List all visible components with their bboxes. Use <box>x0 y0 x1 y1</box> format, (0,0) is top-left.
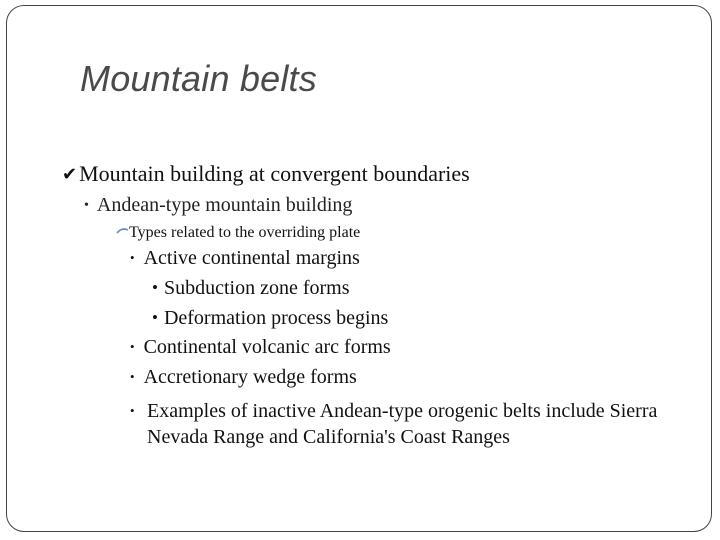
checkmark-bullet-icon: ✔ <box>62 164 78 185</box>
bullet-level3: Types related to the overriding plate <box>116 224 360 242</box>
bullet-level4-volcanic-arc: • Continental volcanic arc forms <box>130 336 391 358</box>
dot-bullet-icon: • <box>130 369 135 384</box>
bullet-level1: ✔Mountain building at convergent boundaries <box>62 161 470 186</box>
dot-bullet-icon: • <box>152 308 158 327</box>
dot-bullet-icon: • <box>130 339 135 354</box>
dot-bullet-icon: • <box>130 250 135 265</box>
bullet-level5-subduction: • Subduction zone forms <box>152 277 350 299</box>
slide-title: Mountain belts <box>80 58 317 99</box>
bullet-level5-deformation: • Deformation process begins <box>152 307 389 329</box>
swoosh-bullet-icon <box>116 227 129 235</box>
bullet-level4-examples: • Examples of inactive Andean-type orogenic belts include Sierra Nevada Range and California's Coast Ranges <box>130 400 658 448</box>
bullet-level2: • Andean-type mountain building <box>84 194 353 216</box>
bullet-level4-active-margins: • Active continental margins <box>130 247 360 269</box>
dot-bullet-icon: • <box>152 278 158 297</box>
dot-bullet-icon: • <box>84 198 89 213</box>
dot-bullet-icon: • <box>130 403 135 418</box>
bullet-level4-accretionary: • Accretionary wedge forms <box>130 366 357 388</box>
